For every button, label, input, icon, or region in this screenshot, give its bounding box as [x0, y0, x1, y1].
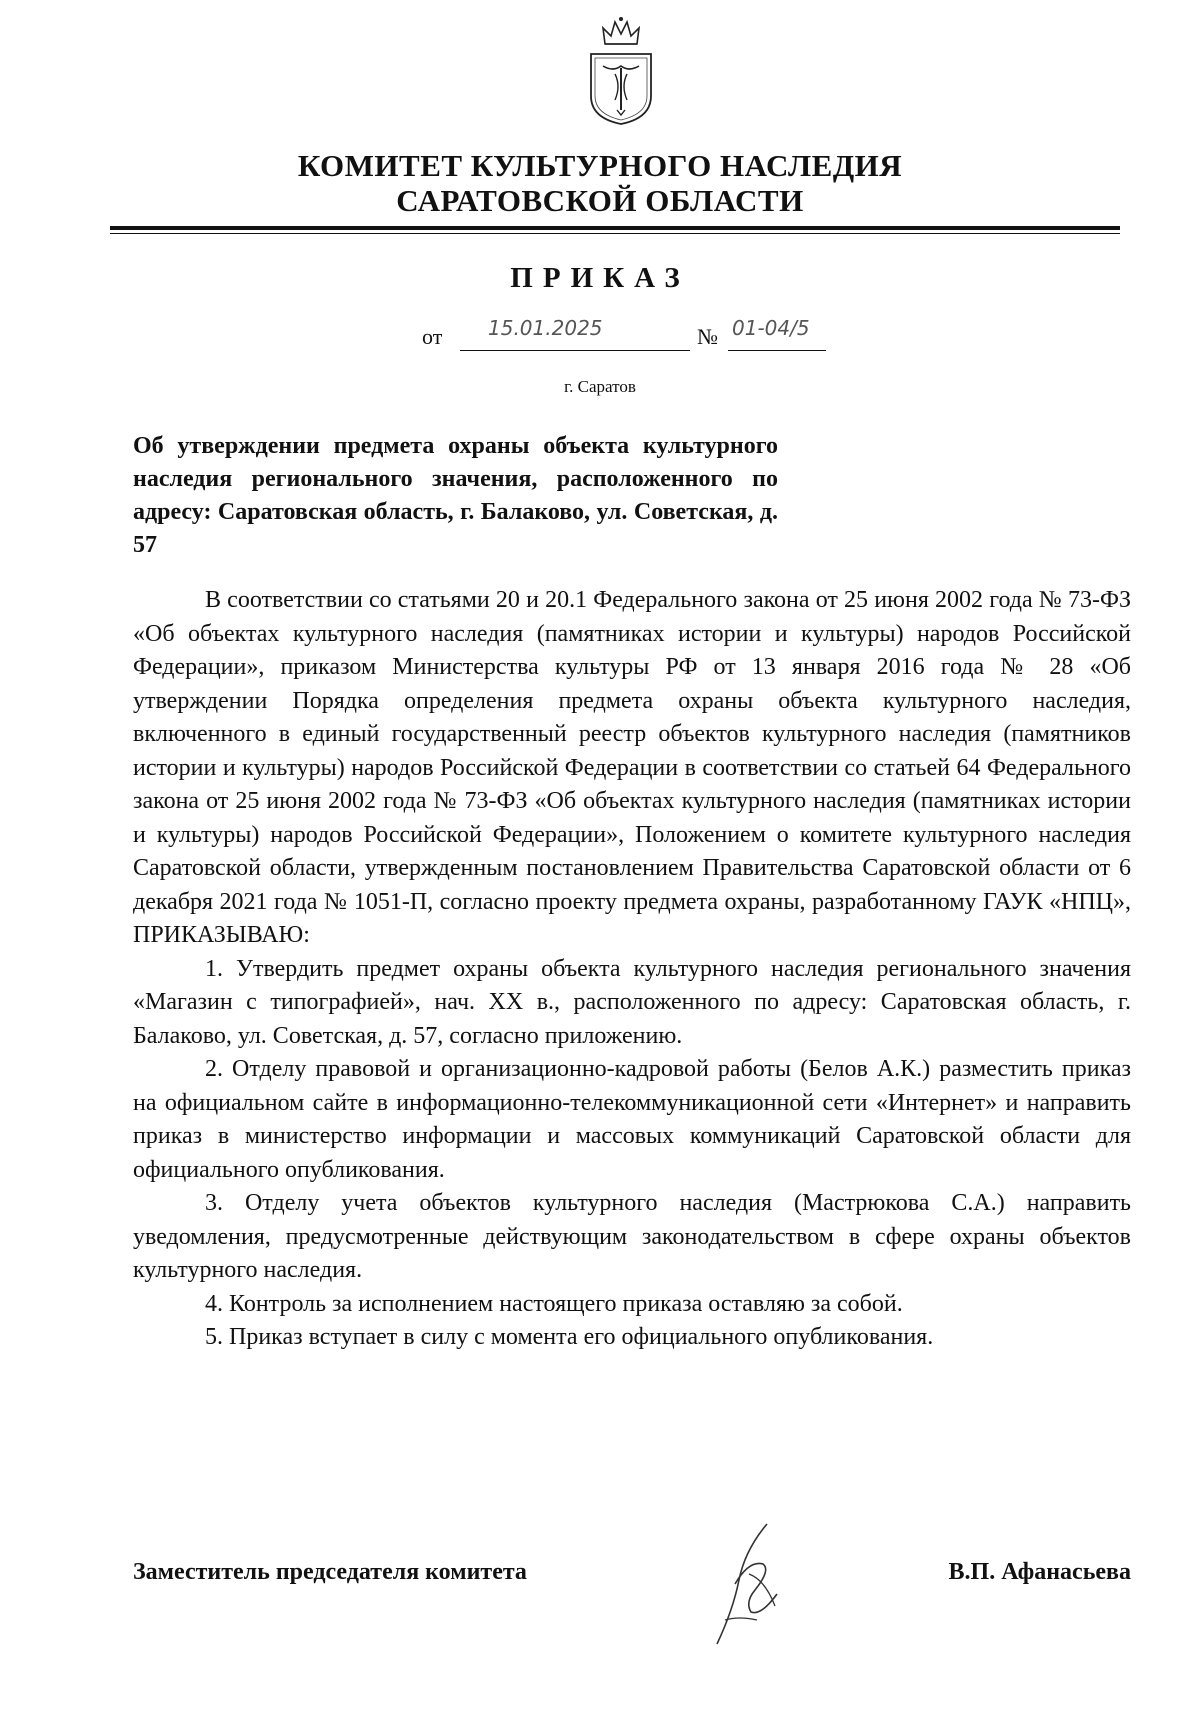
handwritten-signature-icon	[705, 1520, 795, 1648]
order-item-2: 2. Отделу правовой и организационно-кадровой работы (Белов А.К.) разместить приказ на официальном сайте в информационно-телекоммуникационной сети «Интернет» и направить приказ в министерство информации и массовых коммуникаций Саратовской области для официального опубликования.	[133, 1056, 1131, 1183]
date-underline	[460, 350, 690, 351]
document-number: 01-04/5	[732, 316, 810, 340]
number-prefix-label: №	[697, 324, 718, 349]
signer-name: В.П. Афанасьева	[948, 1559, 1131, 1585]
header-rule-thick	[110, 226, 1120, 230]
signature-block	[0, 1553, 1200, 1613]
document-subject: Об утверждении предмета охраны объекта культурного наследия регионального значения, расположенного по адресу: Саратовская область, г. Балаково, ул. Советская, д. 57	[133, 433, 778, 558]
organization-name-line2: САРАТОВСКОЙ ОБЛАСТИ	[396, 183, 804, 218]
coat-of-arms-icon	[585, 14, 657, 126]
document-date: 15.01.2025	[488, 316, 603, 340]
order-item-4: 4. Контроль за исполнением настоящего приказа оставляю за собой.	[205, 1290, 903, 1317]
date-number-row	[0, 316, 1200, 356]
document-type-title: ПРИКАЗ	[510, 262, 690, 294]
organization-name-line1: КОМИТЕТ КУЛЬТУРНОГО НАСЛЕДИЯ	[297, 148, 903, 183]
order-item-3: 3. Отделу учета объектов культурного наследия (Мастрюкова С.А.) направить уведомления, предусмотренные действующим законодательством в сфере охраны объектов культурного наследия.	[133, 1190, 1131, 1283]
order-item-1: 1. Утвердить предмет охраны объекта культурного наследия регионального значения «Магазин с типографией», нач. XX в., расположенного по адресу: Саратовская область, г. Балаково, ул. Советская, д. 57, согласно приложению.	[133, 955, 1131, 1049]
city-label: г. Саратов	[564, 377, 636, 396]
number-underline	[728, 350, 826, 351]
preamble-paragraph: В соответствии со статьями 20 и 20.1 Федерального закона от 25 июня 2002 года № 73-ФЗ «Об объектах культурного наследия (памятниках истории и культуры) народов Российской Федерации», приказом Министерства культуры РФ от 13 января 2016 года № 28 «Об утверждении Порядка определения предмета охраны объекта культурного наследия, включенного в единый государственный реестр объектов культурного наследия (памятников истории и культуры) народов Российской Федерации в соответствии со статьей 64 Федерального закона от 25 июня 2002 года № 73-ФЗ «Об объектах культурного наследия (памятниках истории и культуры) народов Российской Федерации», Положением о комитете культурного наследия Саратовской области, утвержденным постановлением Правительства Саратовской области от 6 декабря 2021 года № 1051-П, согласно проекту предмета охраны, разработанному ГАУК «НПЦ», ПРИКАЗЫВАЮ:	[133, 587, 1131, 948]
header-rule-thin	[110, 233, 1120, 234]
signer-position: Заместитель председателя комитета	[133, 1559, 527, 1585]
date-prefix-label: от	[422, 324, 443, 349]
order-item-5: 5. Приказ вступает в силу с момента его официального опубликования.	[205, 1324, 934, 1350]
document-body	[133, 584, 1131, 1355]
